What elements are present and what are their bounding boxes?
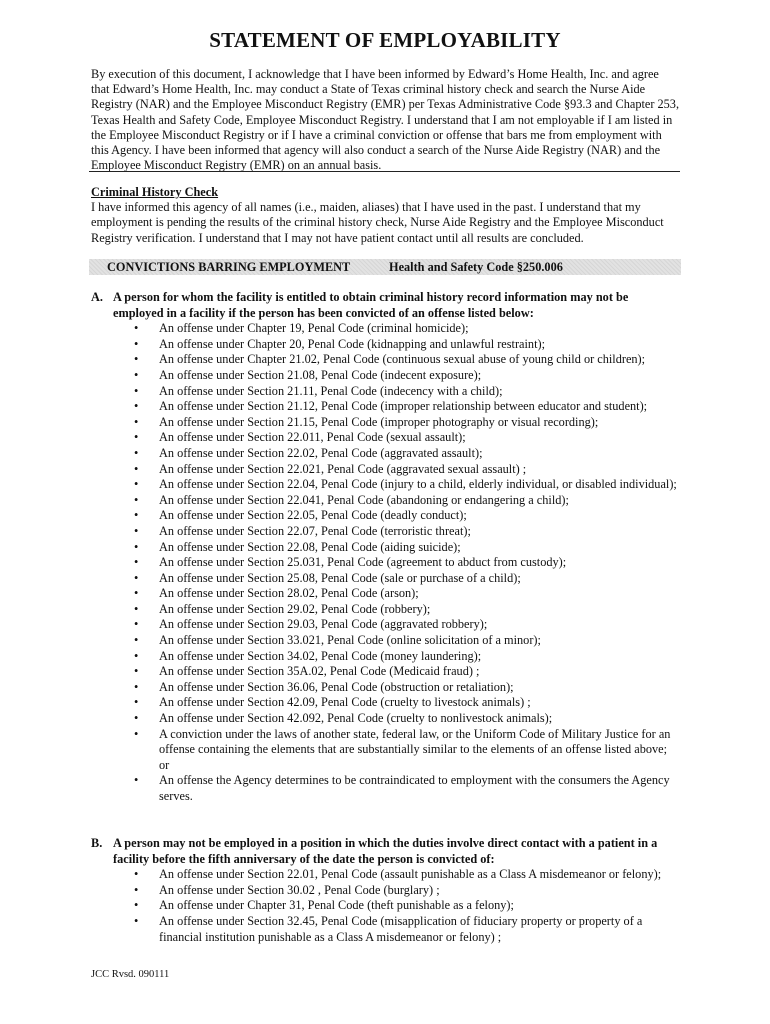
list-item-text: An offense under Section 22.01, Penal Code (assault punishable as a Class A misdemeanor or felony); xyxy=(159,867,662,882)
band-left-label: CONVICTIONS BARRING EMPLOYMENT xyxy=(107,260,351,274)
list-item-text: An offense under Section 42.09, Penal Code (cruelty to livestock animals) ; xyxy=(159,695,531,710)
list-item xyxy=(91,337,680,353)
list-item-text: An offense under Section 32.45, Penal Code (misapplication of fiduciary property or property of a financial institution punishable as a Class A misdemeanor or felony) ; xyxy=(159,913,643,944)
bullet-icon: • xyxy=(134,430,139,445)
bullet-icon: • xyxy=(134,586,139,601)
list-item-text: An offense under Section 22.05, Penal Code (deadly conduct); xyxy=(159,508,467,523)
bullet-icon: • xyxy=(134,882,139,897)
bullet-icon: • xyxy=(134,570,139,585)
list-item xyxy=(91,898,680,914)
section-b-list xyxy=(91,867,680,945)
list-item-text: An offense under Section 33.021, Penal Code (online solicitation of a minor); xyxy=(159,633,541,648)
list-item-text: An offense under Section 28.02, Penal Code (arson); xyxy=(159,586,419,601)
section-a xyxy=(91,290,680,805)
bullet-icon: • xyxy=(134,617,139,632)
section-a-marker: A. xyxy=(91,290,103,304)
bullet-icon: • xyxy=(134,477,139,492)
list-item xyxy=(91,430,680,446)
list-item-text: An offense under Section 35A.02, Penal Code (Medicaid fraud) ; xyxy=(159,664,480,679)
list-item xyxy=(91,664,680,680)
list-item-text: An offense under Section 21.15, Penal Code (improper photography or visual recording); xyxy=(159,414,599,429)
list-item-text: An offense under Section 22.08, Penal Code (aiding suicide); xyxy=(159,539,461,554)
bullet-icon: • xyxy=(134,352,139,367)
bullet-icon: • xyxy=(134,508,139,523)
list-item-text: An offense under Section 22.02, Penal Code (aggravated assault); xyxy=(159,445,483,460)
list-item-text: An offense under Section 36.06, Penal Code (obstruction or retaliation); xyxy=(159,679,514,694)
list-item xyxy=(91,883,680,899)
list-item-text: An offense under Section 22.041, Penal Code (abandoning or endangering a child); xyxy=(159,492,569,507)
list-item-text: An offense under Section 21.12, Penal Code (improper relationship between educator and student); xyxy=(159,399,648,414)
revision-footer: JCC Rvsd. 090111 xyxy=(91,969,170,980)
list-item-text: An offense under Chapter 20, Penal Code (kidnapping and unlawful restraint); xyxy=(159,336,546,351)
list-item-text: An offense under Chapter 21.02, Penal Code (continuous sexual abuse of young child or children); xyxy=(159,352,646,367)
convictions-band xyxy=(89,259,681,275)
bullet-icon: • xyxy=(134,321,139,336)
list-item xyxy=(91,352,680,368)
list-item xyxy=(91,914,680,945)
list-item xyxy=(91,633,680,649)
list-item xyxy=(91,321,680,337)
list-item-text: An offense under Chapter 31, Penal Code (theft punishable as a felony); xyxy=(159,898,514,913)
list-item xyxy=(91,462,680,478)
list-item xyxy=(91,384,680,400)
bullet-icon: • xyxy=(134,461,139,476)
criminal-history-section xyxy=(91,185,680,246)
list-item-text: An offense under Chapter 19, Penal Code (criminal homicide); xyxy=(159,321,469,336)
bullet-icon: • xyxy=(134,383,139,398)
section-a-heading-text: A person for whom the facility is entitled to obtain criminal history record information may not be employed in a facility if the person has been convicted of an offense listed below: xyxy=(113,290,629,320)
list-item xyxy=(91,867,680,883)
list-item xyxy=(91,540,680,556)
list-item-text: An offense under Section 22.07, Penal Code (terroristic threat); xyxy=(159,523,471,538)
band-right-label: Health and Safety Code §250.006 xyxy=(389,260,563,274)
criminal-history-text: I have informed this agency of all names (i.e., maiden, aliases) that I have used in the past. I understand that my employment is pending the results of the criminal history check, Nurse Aide Registry and the Employee Misconduct Registry verification. I understand that I may not have patient contact until all results are concluded. xyxy=(91,200,664,245)
list-item xyxy=(91,399,680,415)
list-item-text: An offense under Section 21.11, Penal Code (indecency with a child); xyxy=(159,383,503,398)
section-b-heading xyxy=(91,836,680,867)
list-item xyxy=(91,602,680,618)
bullet-icon: • xyxy=(134,399,139,414)
list-item-text: An offense under Section 21.08, Penal Code (indecent exposure); xyxy=(159,367,482,382)
list-item xyxy=(91,711,680,727)
bullet-icon: • xyxy=(134,523,139,538)
list-item-text: An offense under Section 29.03, Penal Code (aggravated robbery); xyxy=(159,617,488,632)
page-title: STATEMENT OF EMPLOYABILITY xyxy=(209,28,561,52)
bullet-icon: • xyxy=(134,664,139,679)
bullet-icon: • xyxy=(134,695,139,710)
bullet-icon: • xyxy=(134,601,139,616)
list-item xyxy=(91,477,680,493)
list-item-text: An offense under Section 22.04, Penal Code (injury to a child, elderly individual, or disabled individual); xyxy=(159,477,677,492)
bullet-icon: • xyxy=(134,726,139,741)
bullet-icon: • xyxy=(134,679,139,694)
bullet-icon: • xyxy=(134,711,139,726)
divider xyxy=(89,171,680,172)
list-item-text: An offense under Section 22.011, Penal Code (sexual assault); xyxy=(159,430,466,445)
list-item-text: A conviction under the laws of another state, federal law, or the Uniform Code of Military Justice for an offense containing the elements that are substantially similar to the elements of an offense listed above; or xyxy=(159,726,671,772)
list-item xyxy=(91,368,680,384)
bullet-icon: • xyxy=(134,648,139,663)
bullet-icon: • xyxy=(134,867,139,882)
list-item xyxy=(91,680,680,696)
bullet-icon: • xyxy=(134,336,139,351)
section-b-heading-text: A person may not be employed in a position in which the duties involve direct contact with a patient in a facility before the fifth anniversary of the date the person is convicted of: xyxy=(113,836,658,866)
bullet-icon: • xyxy=(134,555,139,570)
section-b xyxy=(91,836,680,945)
list-item-text: An offense under Section 29.02, Penal Code (robbery); xyxy=(159,601,431,616)
section-a-heading xyxy=(91,290,680,321)
list-item xyxy=(91,571,680,587)
bullet-icon: • xyxy=(134,492,139,507)
list-item xyxy=(91,555,680,571)
bullet-icon: • xyxy=(134,414,139,429)
bullet-icon: • xyxy=(134,445,139,460)
intro-paragraph: By execution of this document, I acknowledge that I have been informed by Edward’s Home Health, Inc. and agree that Edward’s Home Health, Inc. may conduct a State of Texas criminal history check and search the Nurse Aide Registry (NAR) and the Employee Misconduct Registry (EMR) per Texas Administrative Code §93.3 and Chapter 253, Texas Health and Safety Code, Employee Misconduct Registry. I understand that I am not employable if I am listed in the Employee Misconduct Registry or if I have a criminal conviction or offense that bars me from employment with this Agency. I have been informed that agency will also conduct a search of the Nurse Aide Registry (NAR) and the Employee Misconduct Registry (EMR) on an annual basis. xyxy=(91,67,680,173)
section-b-marker: B. xyxy=(91,836,103,850)
list-item xyxy=(91,508,680,524)
bullet-icon: • xyxy=(134,539,139,554)
list-item-text: An offense under Section 30.02 , Penal Code (burglary) ; xyxy=(159,882,440,897)
list-item xyxy=(91,617,680,633)
list-item-text: An offense under Section 25.031, Penal Code (agreement to abduct from custody); xyxy=(159,555,567,570)
list-item xyxy=(91,493,680,509)
bullet-icon: • xyxy=(134,898,139,913)
list-item xyxy=(91,695,680,711)
list-item xyxy=(91,415,680,431)
list-item xyxy=(91,586,680,602)
bullet-icon: • xyxy=(134,367,139,382)
section-a-list xyxy=(91,321,680,804)
list-item xyxy=(91,524,680,540)
list-item-text: An offense under Section 22.021, Penal Code (aggravated sexual assault) ; xyxy=(159,461,527,476)
list-item xyxy=(91,773,680,804)
list-item-text: An offense the Agency determines to be contraindicated to employment with the consumers the Agency serves. xyxy=(159,773,670,803)
bullet-icon: • xyxy=(134,913,139,928)
criminal-history-heading: Criminal History Check xyxy=(91,185,219,199)
list-item-text: An offense under Section 42.092, Penal Code (cruelty to nonlivestock animals); xyxy=(159,711,553,726)
list-item-text: An offense under Section 25.08, Penal Code (sale or purchase of a child); xyxy=(159,570,521,585)
list-item xyxy=(91,446,680,462)
list-item xyxy=(91,727,680,774)
list-item xyxy=(91,649,680,665)
list-item-text: An offense under Section 34.02, Penal Code (money laundering); xyxy=(159,648,482,663)
bullet-icon: • xyxy=(134,633,139,648)
bullet-icon: • xyxy=(134,773,139,788)
